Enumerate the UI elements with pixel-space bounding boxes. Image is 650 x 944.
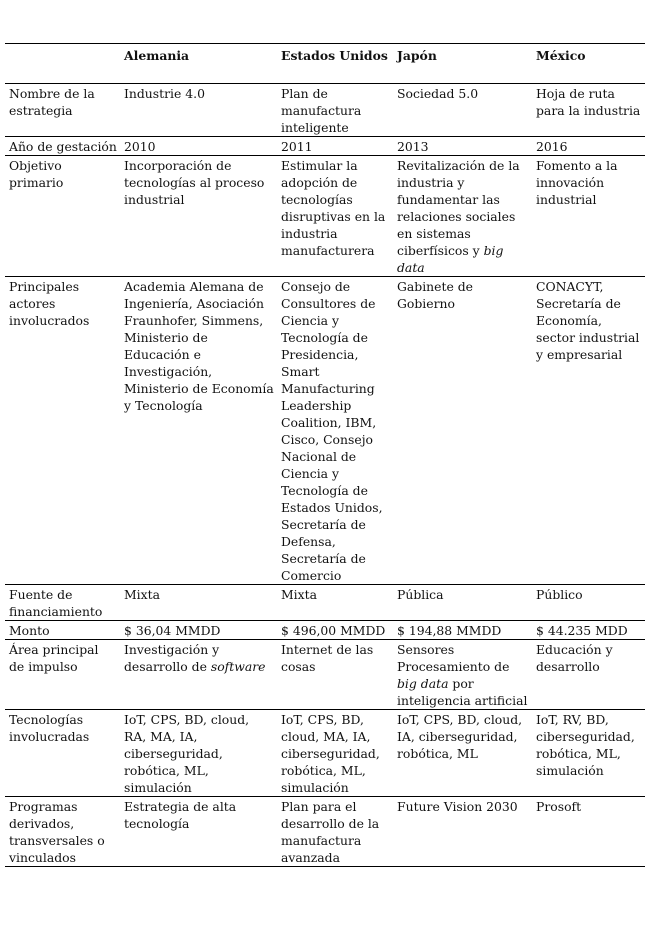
row-label: Objetivo primario bbox=[9, 158, 64, 190]
row-label: Programas derivados, transversales o vinculados bbox=[9, 799, 105, 865]
table-cell: IoT, CPS, BD, cloud, MA, IA, ciberseguridad, robótica, ML, simulación bbox=[281, 712, 380, 795]
table-cell: Pública bbox=[397, 587, 444, 602]
strategy-comparison-table bbox=[5, 43, 645, 867]
table-cell: Industrie 4.0 bbox=[124, 86, 205, 101]
table-cell: 2011 bbox=[281, 139, 313, 154]
table-cell: $ 44.235 MDD bbox=[536, 623, 628, 638]
table-row bbox=[5, 84, 645, 137]
table-cell: Fomento a la innovación industrial bbox=[536, 158, 618, 207]
table-cell: Público bbox=[536, 587, 583, 602]
table-cell: Future Vision 2030 bbox=[397, 799, 518, 814]
table-cell bbox=[393, 156, 532, 277]
table-cell: $ 194,88 MMDD bbox=[397, 623, 502, 638]
cell-italic-text: software bbox=[210, 659, 266, 674]
header-japon: Japón bbox=[397, 48, 437, 63]
table-row bbox=[5, 797, 645, 867]
table-cell: Gabinete de Gobierno bbox=[397, 279, 474, 311]
table-cell: IoT, RV, BD, ciberseguridad, robótica, ML, simulación bbox=[536, 712, 635, 778]
row-label: Principales actores involucrados bbox=[9, 279, 90, 328]
table-cell: 2010 bbox=[124, 139, 156, 154]
header-estados-unidos: Estados Unidos bbox=[281, 48, 388, 63]
table-cell: Sociedad 5.0 bbox=[397, 86, 479, 101]
cell-text: Investigación y desarrollo de bbox=[124, 642, 220, 674]
table-cell: $ 496,00 MMDD bbox=[281, 623, 386, 638]
cell-text: Revitalización de la industria y fundamentar las relaciones sociales en sistemas ciberfísicos y bbox=[397, 158, 520, 258]
row-label: Monto bbox=[9, 623, 50, 638]
table-cell: Estimular la adopción de tecnologías disruptivas en la industria manufacturera bbox=[281, 158, 386, 258]
table-row bbox=[5, 585, 645, 621]
table-cell: Consejo de Consultores de Ciencia y Tecnología de Presidencia, Smart Manufacturing Leadership Coalition, IBM, Cisco, Consejo Nacional de Ciencia y Tecnología de Estados Unidos, Secretaría de Defensa, Secretaría de Comercio bbox=[281, 279, 383, 583]
row-label: Año de gestación bbox=[9, 139, 117, 154]
cell-italic-text: big data bbox=[397, 243, 504, 275]
row-label: Nombre de la estrategia bbox=[9, 86, 95, 118]
table-cell: Educación y desarrollo bbox=[536, 642, 613, 674]
table-cell: CONACYT, Secretaría de Economía, sector industrial y empresarial bbox=[536, 279, 640, 362]
row-label: Área principal de impulso bbox=[9, 642, 99, 674]
header-alemania: Alemania bbox=[124, 48, 190, 63]
table-row bbox=[5, 156, 645, 277]
table-row bbox=[5, 640, 645, 710]
table-cell: 2016 bbox=[536, 139, 568, 154]
table-cell: Estrategia de alta tecnología bbox=[124, 799, 237, 831]
table-row bbox=[5, 137, 645, 156]
table-row bbox=[5, 710, 645, 797]
cell-text: Sensores Procesamiento de bbox=[397, 642, 510, 674]
cell-italic-text: big data bbox=[397, 676, 449, 691]
table-header-row bbox=[5, 44, 645, 84]
table-cell: Prosoft bbox=[536, 799, 582, 814]
row-label: Fuente de financiamiento bbox=[9, 587, 103, 619]
table-cell: Academia Alemana de Ingeniería, Asociación Fraunhofer, Simmens, Ministerio de Educación e Investigación, Ministerio de Economía y Tecnología bbox=[124, 279, 274, 413]
table-row bbox=[5, 277, 645, 585]
table-cell bbox=[393, 640, 532, 710]
table-cell bbox=[120, 640, 277, 710]
table-cell: IoT, CPS, BD, cloud, RA, MA, IA, ciberseguridad, robótica, ML, simulación bbox=[124, 712, 250, 795]
table-cell: Internet de las cosas bbox=[281, 642, 374, 674]
table-cell: 2013 bbox=[397, 139, 429, 154]
cell-text: por inteligencia artificial bbox=[397, 676, 528, 708]
table-cell: $ 36,04 MMDD bbox=[124, 623, 221, 638]
table-cell: IoT, CPS, BD, cloud, IA, ciberseguridad, robótica, ML bbox=[397, 712, 523, 761]
header-mexico: México bbox=[536, 48, 586, 63]
table-cell: Hoja de ruta para la industria bbox=[536, 86, 641, 118]
header-empty-cell bbox=[5, 44, 120, 84]
table-row bbox=[5, 621, 645, 640]
table-cell: Mixta bbox=[124, 587, 161, 602]
table-cell: Plan de manufactura inteligente bbox=[281, 86, 362, 135]
table-cell: Incorporación de tecnologías al proceso industrial bbox=[124, 158, 265, 207]
table-cell: Plan para el desarrollo de la manufactura avanzada bbox=[281, 799, 380, 865]
table-cell: Mixta bbox=[281, 587, 318, 602]
row-label: Tecnologías involucradas bbox=[9, 712, 90, 744]
